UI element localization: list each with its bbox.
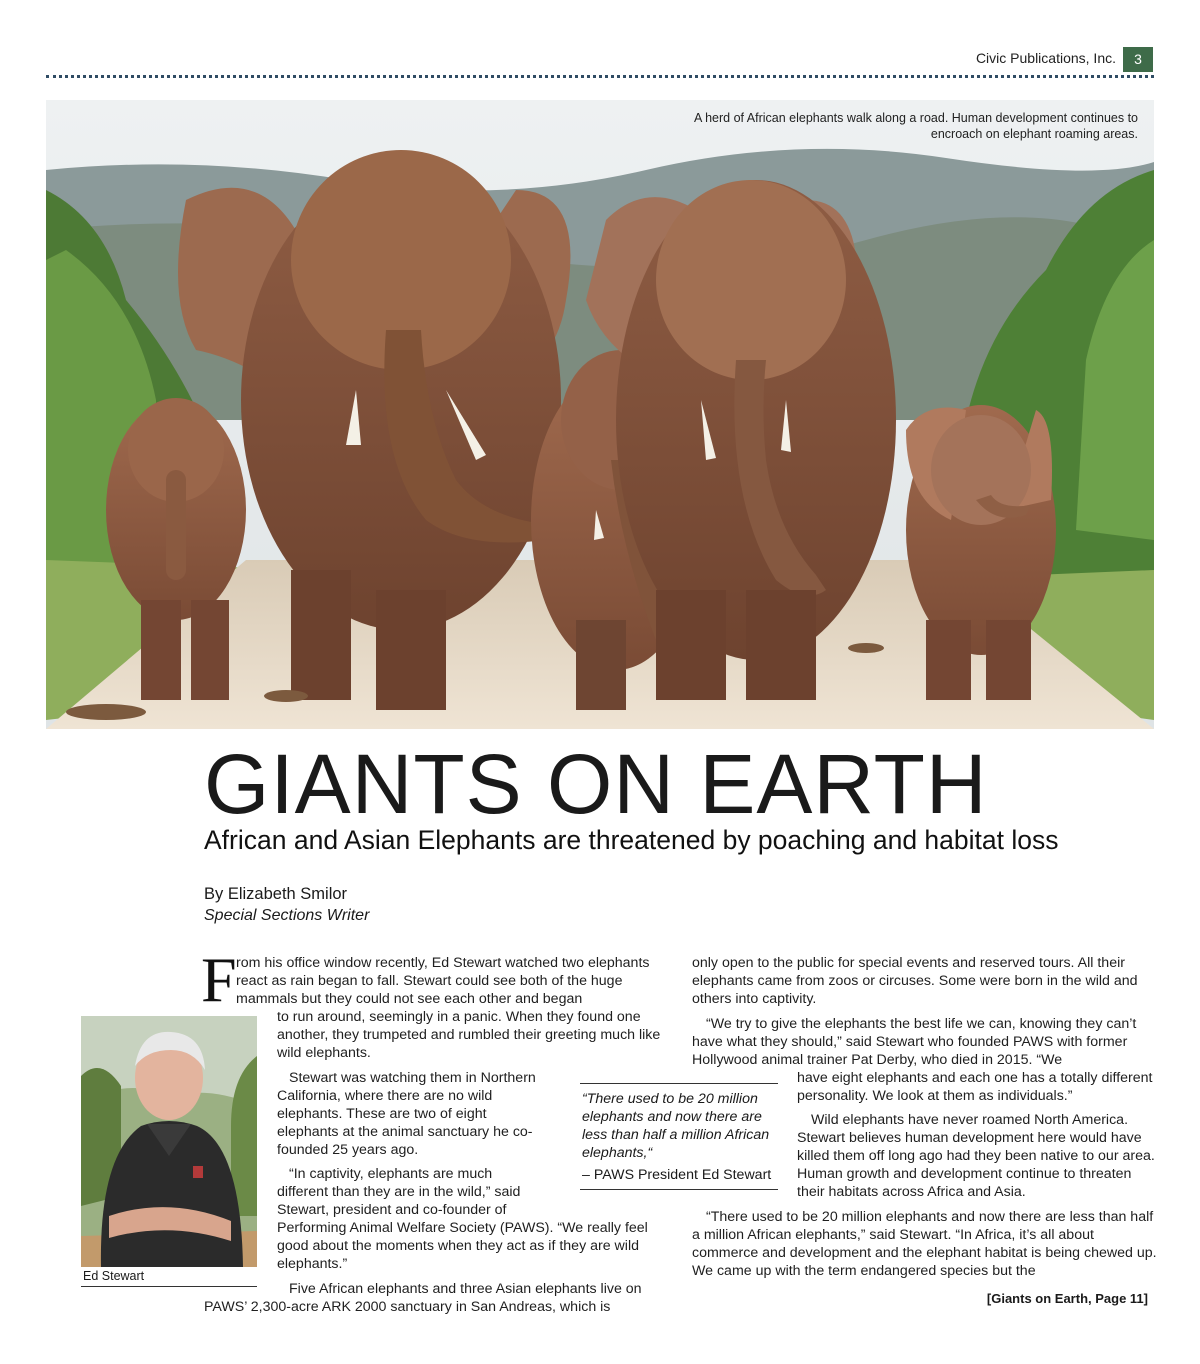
col1-paragraph-2: Stewart was watching them in Northern California, where there are no wild elephants. These are two of eight elephants at the animal sanctuary he co-founded 25 years ago. <box>277 1070 536 1158</box>
col2-paragraph-2-lead: “We try to give the elephants the best life we can, knowing they can’t have what they should,” said Stewart who founded PAWS with former Hollywood animal trainer Pat Derby, who died in 2015. “We <box>692 1016 1137 1068</box>
article-headline: GIANTS ON EARTH <box>204 737 988 831</box>
page-number-badge: 3 <box>1123 47 1153 72</box>
col1-paragraph-1-lead: rom his office window recently, Ed Stewart watched two elephants react as rain began to fall. Stewart could see both of the huge mammals but they could not see each other and began <box>236 955 650 1007</box>
col2-paragraph-4: “There used to be 20 million elephants and now there are less than half a million African elephants,” said Stewart. “In Africa, it’s all about commerce and development and the elephant habitat is being chewed up. We came up with the term endangered species but the <box>692 1209 1157 1279</box>
col1-paragraph-3-part1: “In captivity, elephants are much different than they are in the wild,” said Stewart, president and co-founder of <box>277 1166 521 1218</box>
col1-paragraph-1-rest: to run around, seemingly in a panic. When they found one another, they trumpeted and rumbled their greeting much like wild elephants. <box>277 1009 661 1061</box>
pull-quote-text: “There used to be 20 million elephants and now there are less than half a million African elephants,“ <box>582 1091 770 1161</box>
photo-caption-ed-stewart: Ed Stewart <box>81 1267 257 1287</box>
photo-ed-stewart <box>81 1016 257 1267</box>
header-divider <box>46 75 1154 78</box>
pull-quote-attribution: – PAWS President Ed Stewart <box>582 1167 772 1183</box>
drop-cap: F <box>201 944 237 1015</box>
pull-quote <box>580 1083 778 1190</box>
col2-paragraph-2-rest: have eight elephants and each one has a totally different personality. We look at them as individuals.” <box>797 1070 1153 1104</box>
author-role: Special Sections Writer <box>204 907 370 924</box>
continued-on-page-link[interactable]: [Giants on Earth, Page 11] <box>986 1291 1148 1306</box>
publication-name: Civic Publications, Inc. <box>975 50 1116 66</box>
col1-paragraph-4: Five African elephants and three Asian elephants live on PAWS’ 2,300-acre ARK 2000 sanctuary in San Andreas, which is <box>204 1281 642 1315</box>
col1-paragraph-3-part2: Performing Animal Welfare Society (PAWS). “We really feel good about the moments when they act as if they are wild elephants.” <box>277 1220 648 1272</box>
col2-paragraph-3: Wild elephants have never roamed North America. Stewart believes human development here would have killed them off long ago had they been native to our area. Human growth and development continue to threaten their habitats across Africa and Asia. <box>797 1112 1155 1200</box>
hero-photo-caption: A herd of African elephants walk along a road. Human development continues to encroach on elephant roaming areas. <box>693 111 1138 141</box>
article-subheadline: African and Asian Elephants are threatened by poaching and habitat loss <box>204 825 1059 855</box>
col2-paragraph-1: only open to the public for special events and reserved tours. All their elephants came from zoos or circuses. Some were born in the wild and others into captivity. <box>692 955 1138 1007</box>
author-byline: By Elizabeth Smilor <box>204 885 348 903</box>
hero-photo-elephant-herd <box>46 100 1154 729</box>
